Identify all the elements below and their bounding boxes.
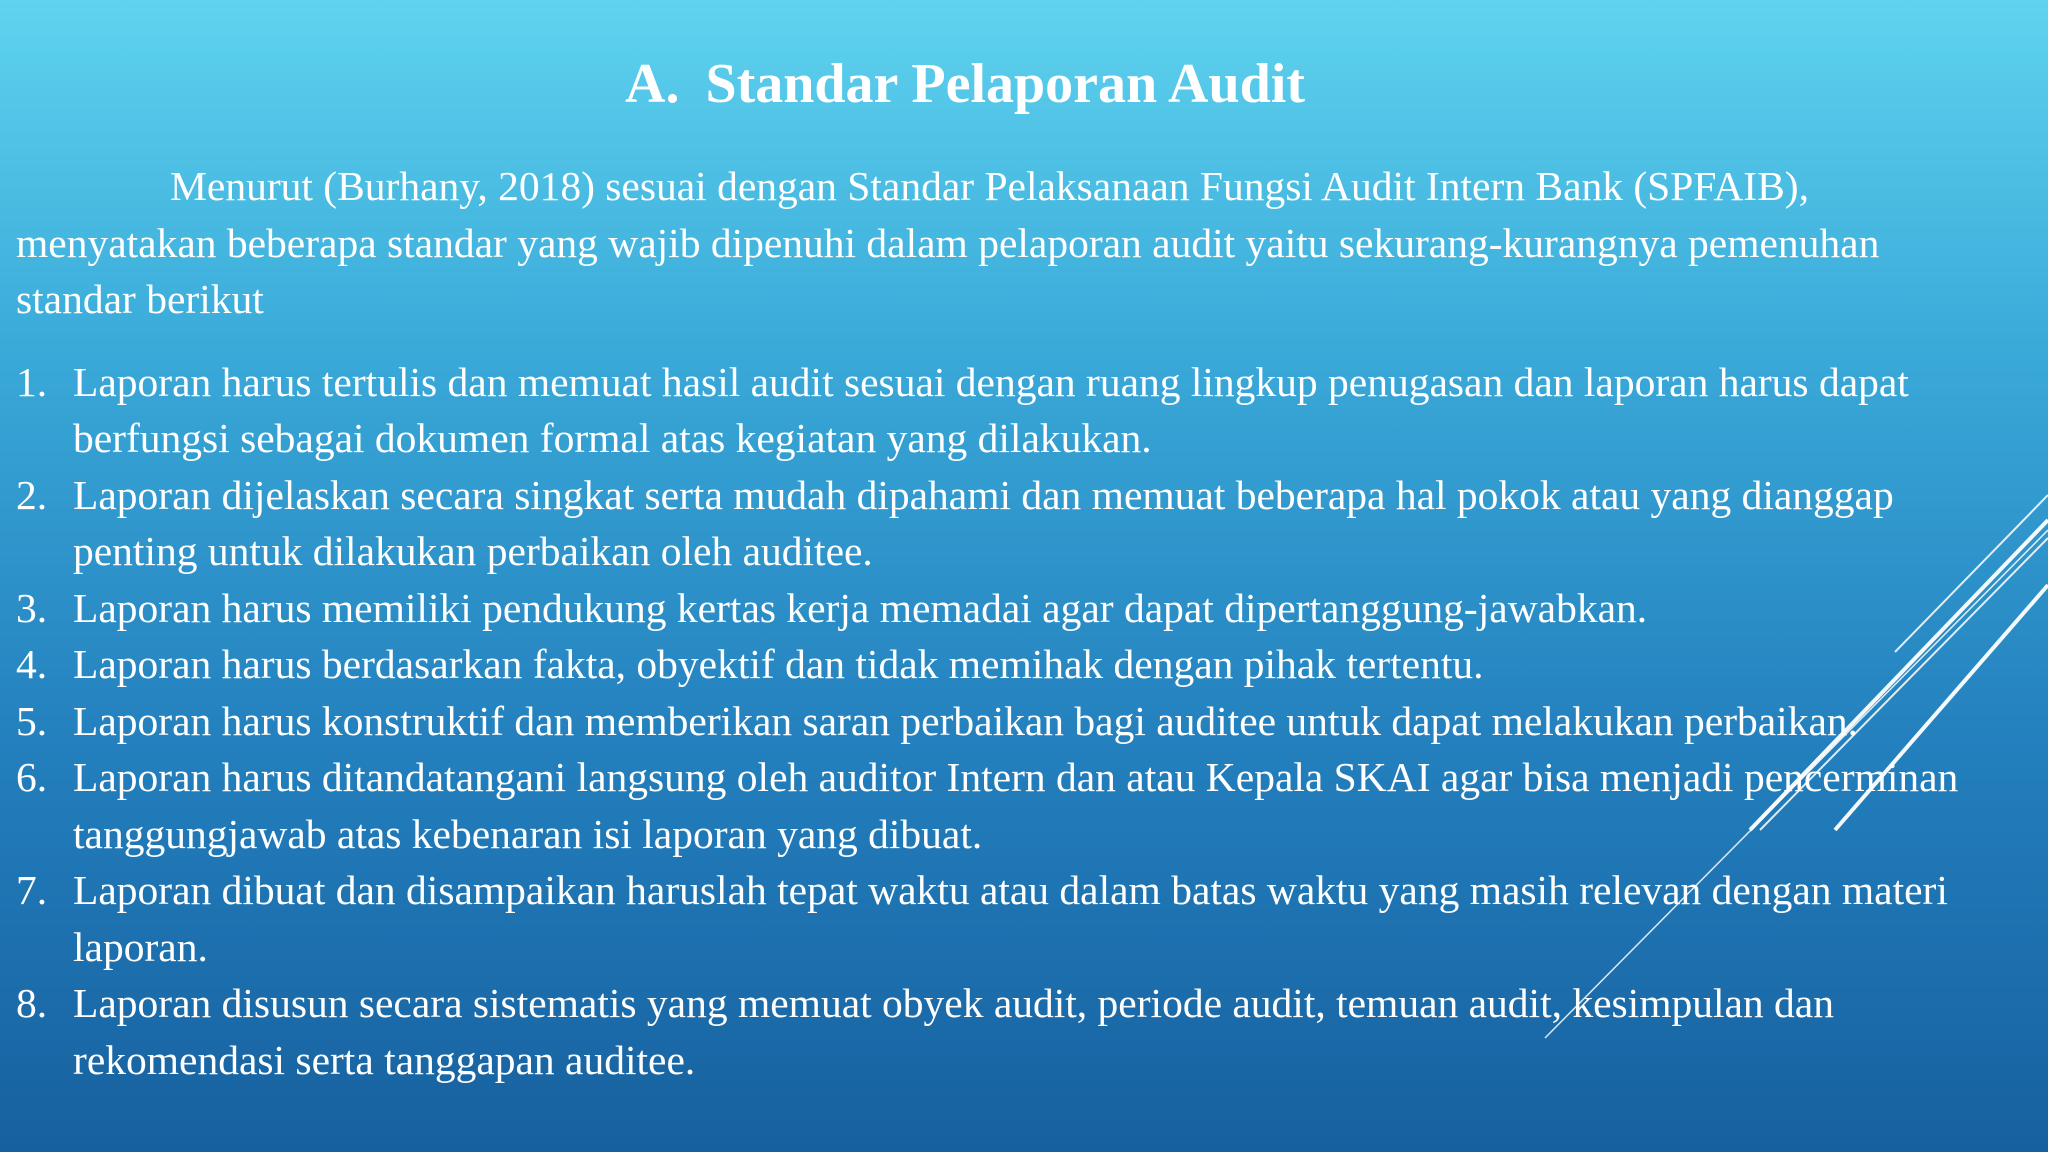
list-item-text: Laporan disusun secara sistematis yang memuat obyek audit, periode audit, temuan audit, kesimpulan dan rekomendasi serta tanggapan auditee. [73,980,1834,1083]
list-item [16,580,2006,637]
list-item-number: 6. [16,754,48,800]
list-item [16,636,2006,693]
slide-content [16,158,2006,1088]
slide-title [0,48,1930,120]
list-item-number: 5. [16,697,48,744]
standards-list [16,354,2006,1089]
list-item [16,749,2006,862]
list-item [16,354,2006,467]
list-item-text: Laporan harus memiliki pendukung kertas kerja memadai agar dapat dipertanggung-jawabkan. [73,584,1648,631]
list-item-text: Laporan dijelaskan secara singkat serta mudah dipahami dan memuat beberapa hal pokok atau yang dianggap penting untuk dilakukan perbaikan oleh auditee. [73,471,1894,574]
list-item [16,693,2006,750]
list-item-text: Laporan dibuat dan disampaikan haruslah tepat waktu atau dalam batas waktu yang masih relevan dengan materi laporan. [73,867,1948,970]
title-number: A. [625,53,680,115]
list-item-number: 3. [16,584,48,631]
list-item-number: 8. [16,980,48,1026]
list-item-number: 2. [16,471,48,518]
title-text: Standar Pelaporan Audit [705,53,1305,115]
list-item-number: 4. [16,641,48,687]
list-item-number: 1. [16,358,48,405]
list-item-text: Laporan harus konstruktif dan memberikan saran perbaikan bagi auditee untuk dapat melakukan perbaikan. [73,697,1859,744]
list-item [16,467,2006,580]
list-item-text: Laporan harus ditandatangani langsung oleh auditor Intern dan atau Kepala SKAI agar bisa menjadi pencerminan tanggungjawab atas kebenaran isi laporan yang dibuat. [73,754,1959,857]
list-item [16,975,2006,1088]
list-item-number: 7. [16,867,48,913]
list-item-text: Laporan harus tertulis dan memuat hasil audit sesuai dengan ruang lingkup penugasan dan laporan harus dapat berfungsi sebagai dokumen formal atas kegiatan yang dilakukan. [73,358,1909,461]
intro-paragraph: Menurut (Burhany, 2018) sesuai dengan Standar Pelaksanaan Fungsi Audit Intern Bank (SPFAIB), menyatakan beberapa standar yang wajib dipenuhi dalam pelaporan audit yaitu sekurang-kurangnya pemenuhan standar berikut [16,163,1880,322]
list-item [16,862,2006,975]
list-item-text: Laporan harus berdasarkan fakta, obyektif dan tidak memihak dengan pihak tertentu. [73,641,1484,687]
